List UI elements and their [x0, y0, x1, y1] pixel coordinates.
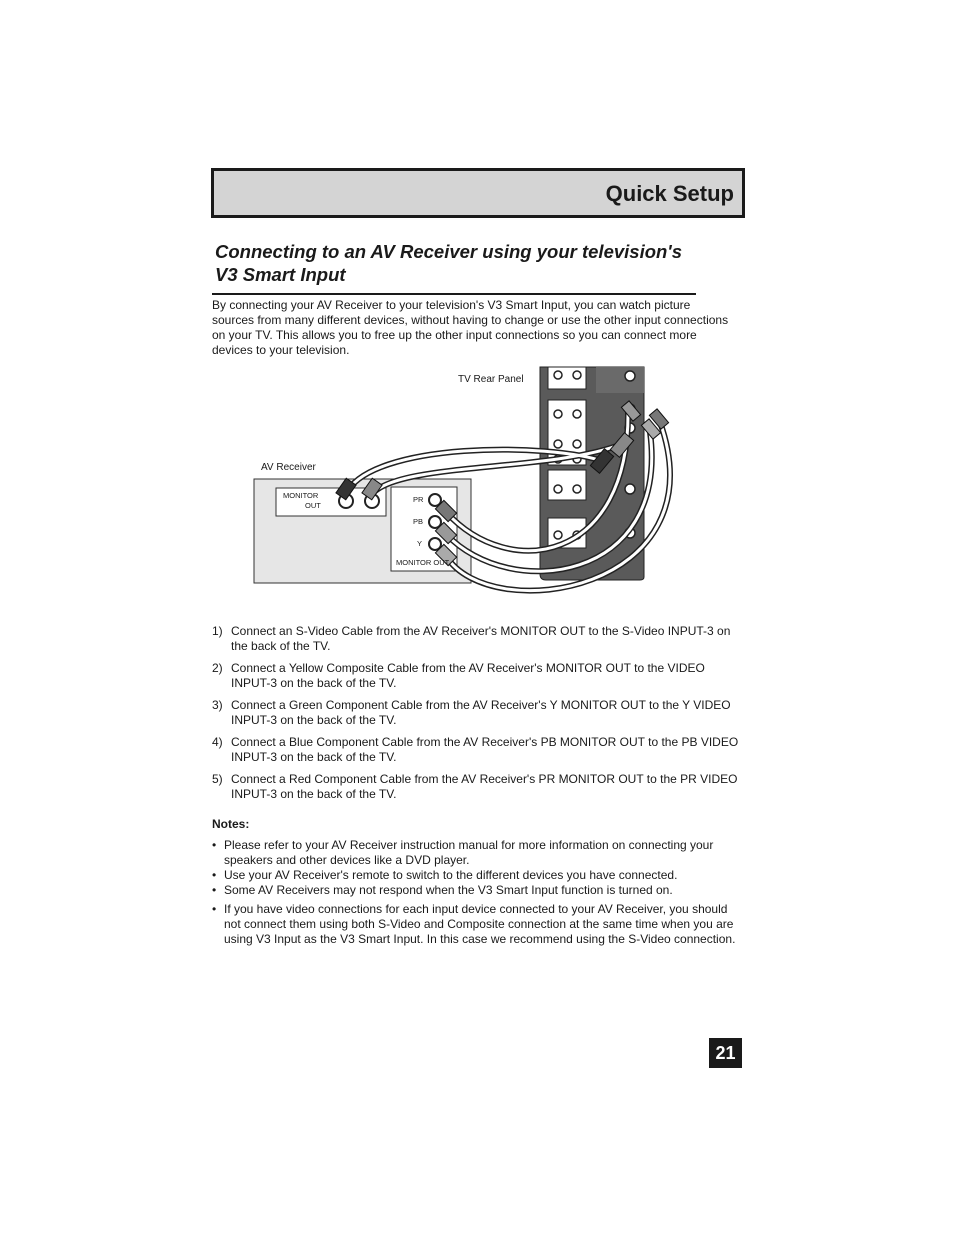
section-title-line1: Connecting to an AV Receiver using your television's [215, 241, 682, 262]
note-text: If you have video connections for each input device connected to your AV Receiver, you should not connect them using both S-Video and Composite connection at the same time when you are using V3 Input as the V3 Smart Input. In this case we recommend using the S-Video connection. [224, 902, 736, 946]
list-item [212, 838, 742, 868]
note-text: Use your AV Receiver's remote to switch to the different devices you have connected. [224, 868, 678, 882]
list-item [212, 735, 742, 765]
step-text: Connect a Yellow Composite Cable from the AV Receiver's MONITOR OUT to the VIDEO INPUT-3 on the back of the TV. [231, 661, 705, 690]
list-item [212, 883, 742, 898]
section-header-bar [211, 168, 745, 218]
connection-diagram [250, 362, 720, 624]
bullet-icon: • [212, 838, 217, 852]
list-item [212, 902, 742, 947]
diagram-illustration [250, 362, 720, 624]
step-number: 2) [212, 661, 223, 675]
list-item [212, 661, 742, 691]
list-item [212, 624, 742, 654]
list-item [212, 772, 742, 802]
title-divider [212, 293, 696, 295]
monitor-out-label-line2: OUT [305, 501, 321, 510]
component-monitor-out-label: MONITOR OUT [396, 558, 450, 567]
step-text: Connect a Blue Component Cable from the AV Receiver's PB MONITOR OUT to the PB VIDEO INPUT-3 on the back of the TV. [231, 735, 739, 764]
av-receiver-label: AV Receiver [261, 462, 316, 473]
page-number: 21 [709, 1038, 742, 1068]
section-title [215, 240, 715, 286]
list-item [212, 698, 742, 728]
intro-paragraph: By connecting your AV Receiver to your television's V3 Smart Input, you can watch picture sources from many different devices, without having to change or use the other input connections on your TV. This allows you to free up the other input connections so you can connect more devices to your television. [212, 298, 729, 357]
step-text: Connect a Red Component Cable from the AV Receiver's PR MONITOR OUT to the PR VIDEO INPUT-3 on the back of the TV. [231, 772, 738, 801]
pr-label: PR [413, 495, 424, 504]
bullet-icon: • [212, 868, 217, 882]
tv-side-strip [596, 367, 644, 393]
step-text: Connect a Green Component Cable from the AV Receiver's Y MONITOR OUT to the Y VIDEO INPUT-3 on the back of the TV. [231, 698, 731, 727]
y-jack [429, 538, 441, 550]
step-number: 5) [212, 772, 223, 786]
step-number: 4) [212, 735, 223, 749]
tv-input-block-3 [548, 470, 586, 500]
pb-jack [429, 516, 441, 528]
section-title-line2: V3 Smart Input [215, 264, 346, 285]
header-title: Quick Setup [605, 181, 734, 206]
step-number: 1) [212, 624, 223, 638]
monitor-out-label-line1: MONITOR [283, 491, 319, 500]
step-text: Connect an S-Video Cable from the AV Receiver's MONITOR OUT to the S-Video INPUT-3 on the back of the TV. [231, 624, 731, 653]
bullet-icon: • [212, 902, 217, 916]
y-label: Y [417, 539, 423, 548]
note-text: Some AV Receivers may not respond when the V3 Smart Input function is turned on. [224, 883, 673, 897]
note-text: Please refer to your AV Receiver instruction manual for more information on connecting your speakers and other devices like a DVD player. [224, 838, 714, 867]
pr-jack [429, 494, 441, 506]
steps-list [212, 624, 742, 809]
step-number: 3) [212, 698, 223, 712]
tv-rear-panel-label: TV Rear Panel [458, 374, 524, 385]
bullet-icon: • [212, 883, 217, 897]
pb-label: PB [413, 517, 424, 526]
notes-heading: Notes: [212, 817, 250, 831]
notes-list [212, 838, 742, 947]
list-item [212, 868, 742, 883]
